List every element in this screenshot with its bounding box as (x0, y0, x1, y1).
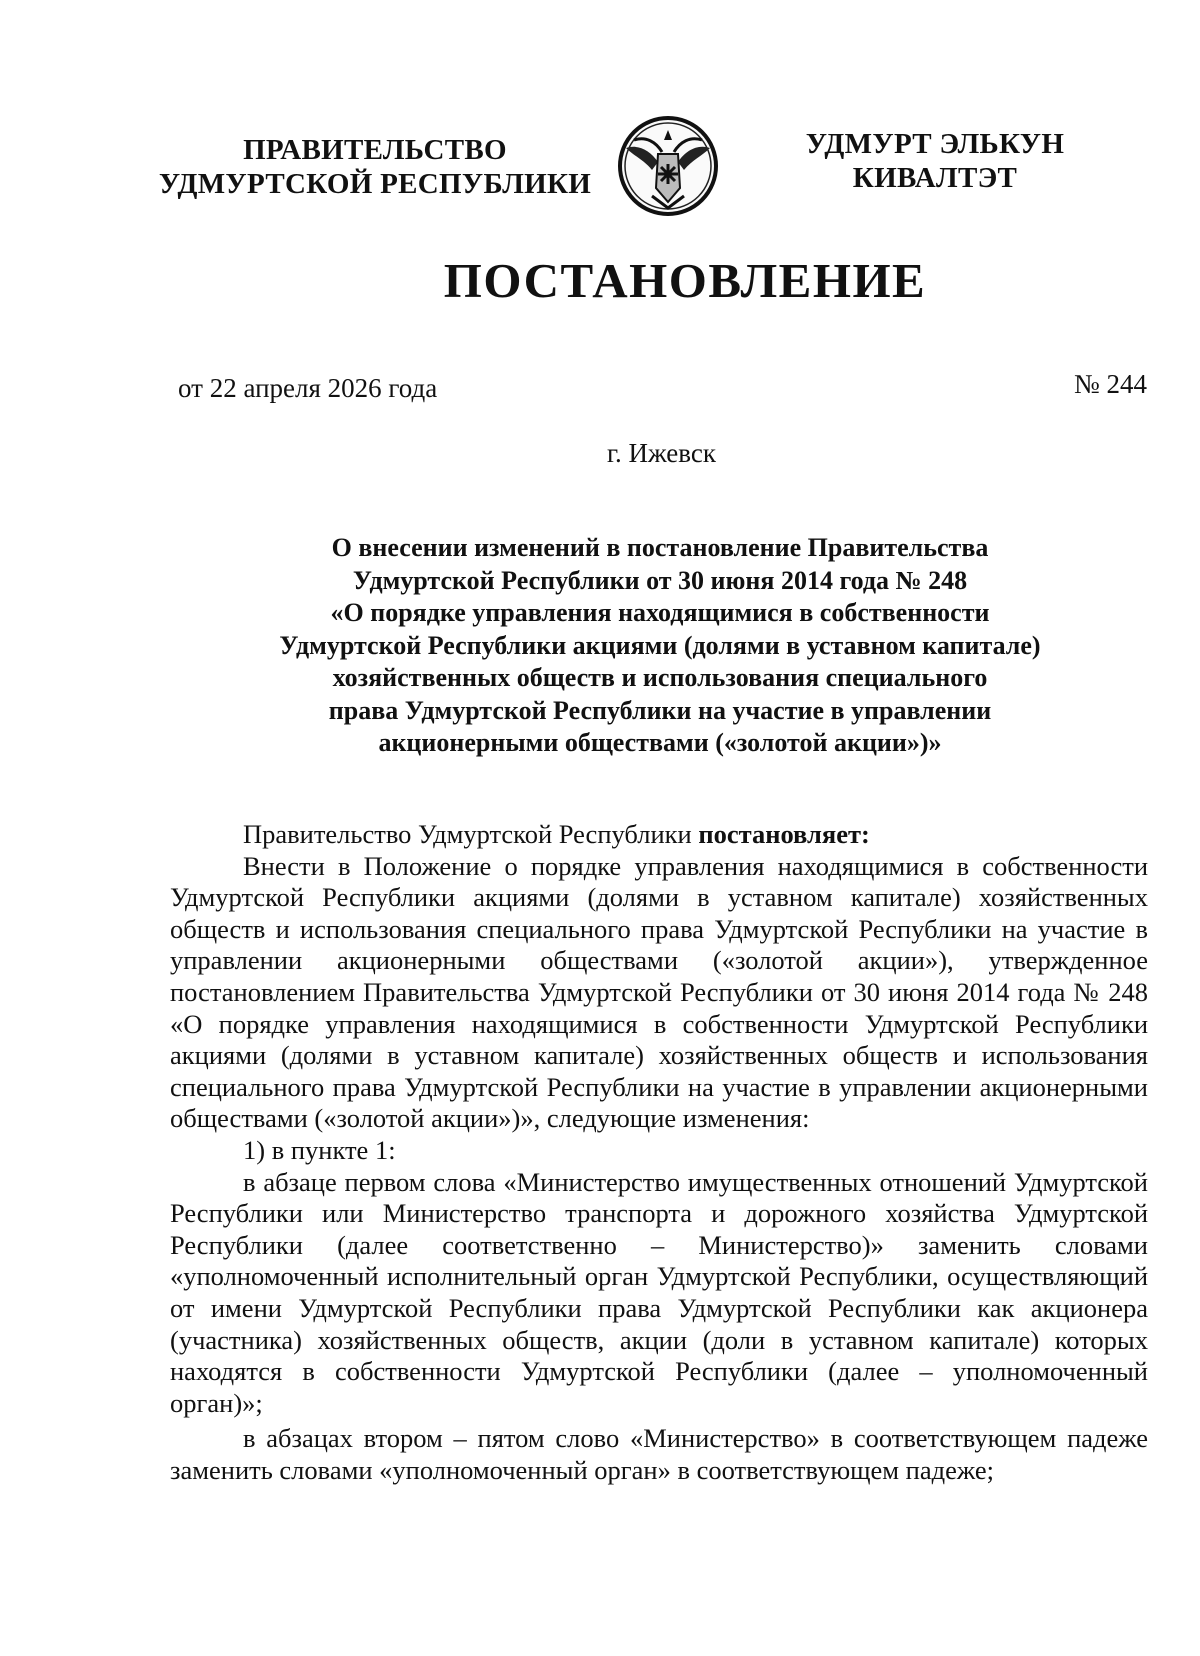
header-left-line1: ПРАВИТЕЛЬСТВО (243, 134, 507, 166)
intro-paragraph (170, 819, 1148, 851)
document-city: г. Ижевск (606, 438, 716, 468)
header-right (790, 127, 1080, 195)
intro-decree-word: постановляет: (698, 819, 870, 849)
document-body (170, 819, 1148, 1486)
document-number: № 244 (1074, 369, 1148, 399)
header-left-line2: УДМУРТСКОЙ РЕСПУБЛИКИ (158, 168, 592, 200)
subject-line: «О порядке управления находящимися в собственности (330, 598, 990, 627)
subject-line: хозяйственных обществ и использования специального (332, 663, 988, 692)
document-title: ПОСТАНОВЛЕНИЕ (443, 253, 927, 308)
subject-line: Удмуртской Республики от 30 июня 2014 года № 248 (352, 565, 968, 595)
header-left (150, 133, 600, 201)
body-paragraph: в абзаце первом слова «Министерство имущественных отношений Удмуртской Республики или Министерство транспорта и дорожного хозяйства Удмуртской Республики (далее соответственно – Министерство)» заменить словами «уполномоченный исполнительный орган Удмуртской Республики, осуществляющий от имени Удмуртской Республики права Удмуртской Республики как акционера (участника) хозяйственных обществ, акции (доли в уставном капитале) которых находятся в собственности Удмуртской Республики (далее – уполномоченный орган)»; (170, 1166, 1148, 1418)
header-right-line1: УДМУРТ ЭЛЬКУН (805, 128, 1065, 160)
subject-line: О внесении изменений в постановление Правительства (331, 533, 989, 562)
intro-text: Правительство Удмуртской Республики (243, 819, 699, 849)
body-paragraph: Внести в Положение о порядке управления находящимися в собственности Удмуртской Республики акциями (долями в уставном капитале) хозяйственных обществ и использования специального права Удмуртской Республики на участие в управлении акционерными обществами («золотой акции»), утвержденное постановлением Правительства Удмуртской Республики от 30 июня 2014 года № 248 «О порядке управления находящимися в собственности Удмуртской Республики акциями (долями в уставном капитале) хозяйственных обществ и использования специального права Удмуртской Республики на участие в управлении акционерными обществами («золотой акции»)», следующие изменения: (170, 850, 1148, 1134)
body-paragraph: в абзацах втором – пятом слово «Министерство» в соответствующем падеже заменить словами «уполномоченный орган» в соответствующем падеже; (170, 1423, 1148, 1485)
document-subject (200, 532, 1120, 760)
document-date: от 22 апреля 2026 года (178, 373, 438, 403)
subject-line: Удмуртской Республики акциями (долями в уставном капитале) (279, 630, 1041, 660)
body-paragraph: 1) в пункте 1: (243, 1134, 396, 1165)
subject-line: права Удмуртской Республики на участие в управлении (328, 695, 992, 725)
coat-of-arms-icon (612, 110, 724, 220)
header-right-line2: КИВАЛТЭТ (852, 162, 1018, 194)
subject-line: акционерными обществами («золотой акции»)» (378, 728, 942, 757)
